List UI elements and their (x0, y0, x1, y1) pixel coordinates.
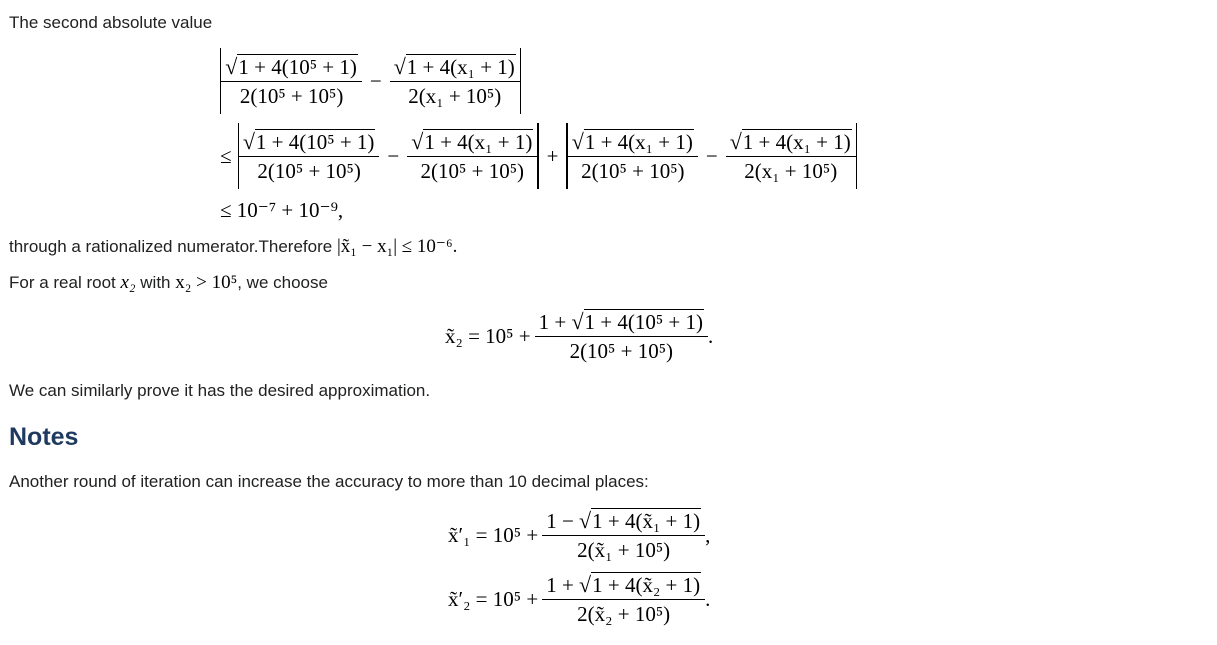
denominator: 2(10⁵ + 10⁵) (569, 339, 674, 363)
denominator: 2(10⁵ + 10⁵) (420, 158, 525, 183)
paragraph-similarly: We can similarly prove it has the desired approximation. (9, 381, 431, 400)
denominator: 2(10⁵ + 10⁵) (581, 158, 685, 183)
paragraph-text: , we choose (237, 273, 328, 292)
fraction: √ 1 + 4(x₁ + 1) 2(10⁵ + 10⁵) (568, 128, 698, 185)
equation-row-1 (220, 48, 521, 114)
comma: , (705, 523, 711, 547)
fraction: 1 + √ 1 + 4(10⁵ + 1) 2(10⁵ + 10⁵) (535, 308, 708, 365)
equation-x1-prime (448, 507, 710, 564)
equation-x2-tilde (445, 308, 713, 365)
numerator-prefix: 1 + (538, 310, 567, 334)
denominator: 2(10⁵ + 10⁵) (239, 83, 344, 108)
denominator: 2(x̃₂ + 10⁵) (577, 602, 671, 626)
abs-bar-right (520, 48, 521, 114)
sqrt-content: 1 + 4(x₁ + 1) (406, 54, 515, 79)
plus-sign: + (546, 143, 559, 168)
section-heading-notes: Notes (9, 423, 79, 451)
paragraph-text: with (140, 273, 171, 292)
inline-math: x₂ > 10⁵ (175, 272, 238, 293)
equation-row-2 (220, 123, 857, 189)
equation-lhs: x̃₂ = 10⁵ + (445, 324, 531, 348)
sqrt-content: 1 + 4(10⁵ + 1) (584, 310, 704, 334)
sqrt-content: 1 + 4(x̃₁ + 1) (592, 509, 701, 533)
fraction: √ 1 + 4(x₁ + 1) 2(x₁ + 10⁵) (726, 128, 856, 185)
leq-sign: ≤ (220, 143, 232, 168)
sqrt-content: 1 + 4(x₁ + 1) (584, 129, 693, 154)
inline-math: x₂ (120, 272, 136, 293)
fraction: √ 1 + 4(x₁ + 1) 2(x₁ + 10⁵) (390, 53, 520, 110)
paragraph-second-absolute: The second absolute value (9, 13, 213, 32)
paragraph-text: For a real root (9, 273, 116, 292)
period: . (705, 587, 711, 611)
equation-lhs: x̃′₂ = 10⁵ + (448, 587, 539, 611)
fraction: √ 1 + 4(10⁵ + 1) 2(10⁵ + 10⁵) (239, 128, 380, 185)
paragraph-text: through a rationalized numerator.Therefore (9, 237, 333, 256)
equation-lhs: x̃′₁ = 10⁵ + (448, 523, 539, 547)
denominator: 2(x₁ + 10⁵) (744, 158, 838, 183)
fraction: √ 1 + 4(x₁ + 1) 2(10⁵ + 10⁵) (407, 128, 537, 185)
sqrt-content: 1 + 4(10⁵ + 1) (238, 54, 357, 79)
abs-bar-right (856, 123, 857, 189)
minus-sign: − (369, 68, 382, 93)
sqrt-content: 1 + 4(x̃₂ + 1) (592, 573, 701, 597)
fraction: 1 + √ 1 + 4(x̃₂ + 1) 2(x̃₂ + 10⁵) (542, 571, 705, 628)
inline-math: |x̃₁ − x₁| ≤ 10⁻⁶. (336, 236, 458, 257)
minus-sign: − (705, 143, 718, 168)
paragraph-another-round: Another round of iteration can increase the accuracy to more than 10 decimal places: (9, 472, 649, 491)
equation-row-3: ≤ 10⁻⁷ + 10⁻⁹, (220, 198, 344, 222)
numerator-prefix: 1 − (546, 509, 574, 533)
numerator-prefix: 1 + (546, 573, 574, 597)
sqrt-content: 1 + 4(x₁ + 1) (424, 129, 533, 154)
paragraph-real-root (9, 273, 328, 293)
paragraph-rationalized (9, 237, 457, 257)
denominator: 2(10⁵ + 10⁵) (257, 158, 361, 183)
minus-sign: − (387, 143, 400, 168)
fraction: √ 1 + 4(10⁵ + 1) 2(10⁵ + 10⁵) (221, 53, 362, 110)
equation-x2-prime (448, 571, 710, 628)
period: . (708, 324, 714, 348)
denominator: 2(x₁ + 10⁵) (408, 83, 502, 108)
fraction: 1 − √ 1 + 4(x̃₁ + 1) 2(x̃₁ + 10⁵) (542, 507, 705, 564)
sqrt-content: 1 + 4(10⁵ + 1) (255, 129, 375, 154)
sqrt-content: 1 + 4(x₁ + 1) (742, 129, 851, 154)
denominator: 2(x̃₁ + 10⁵) (577, 538, 671, 562)
